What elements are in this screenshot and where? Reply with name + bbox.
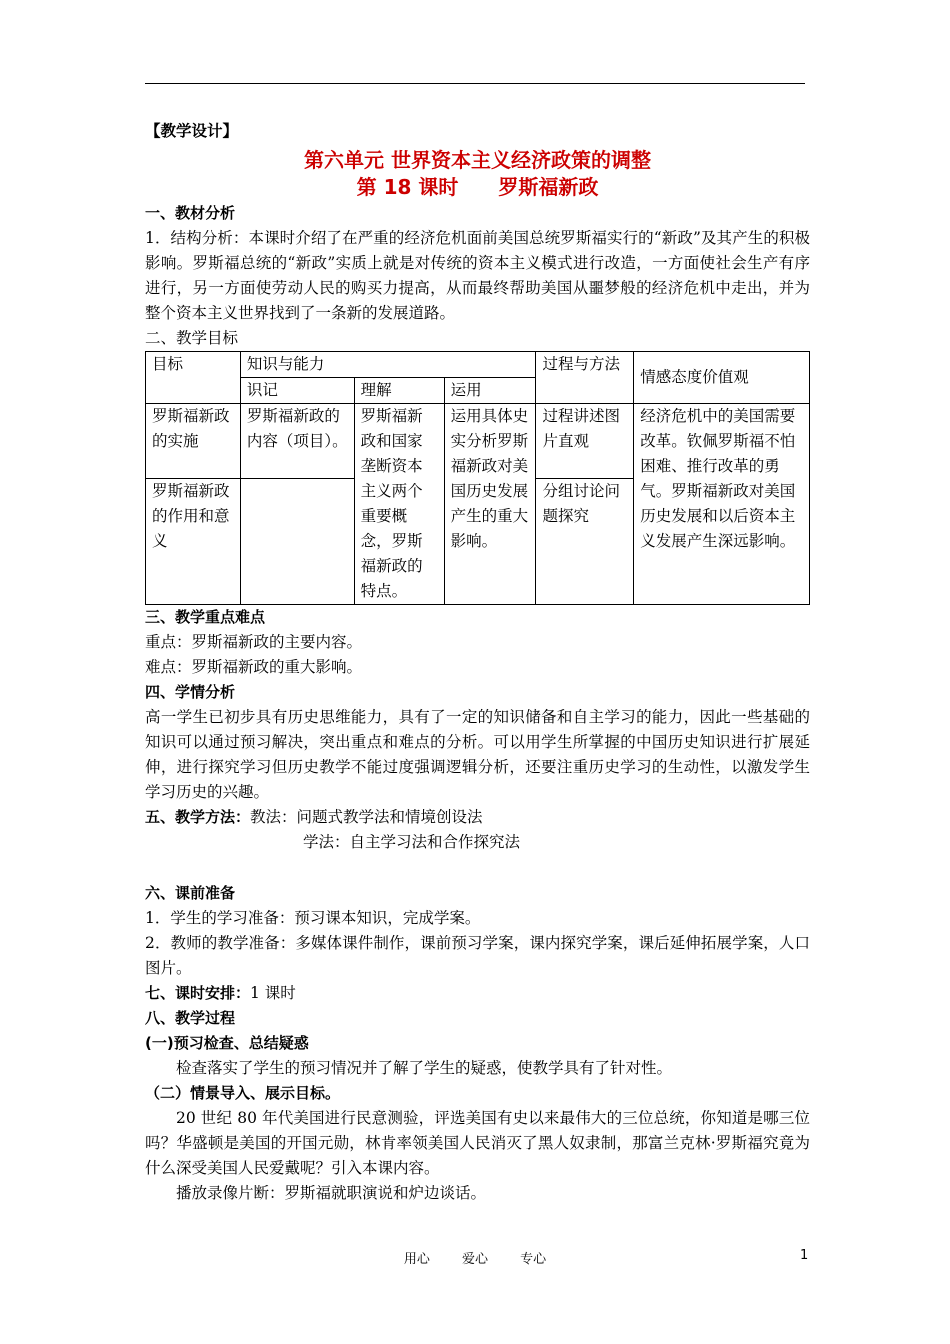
key-point: 重点：罗斯福新政的主要内容。 (145, 633, 363, 651)
cell-r2-process: 分组讨论问题探究 (536, 479, 634, 605)
section-heading-7: 七、课时安排： (145, 984, 251, 1002)
section-heading-1: 一、教材分析 (145, 204, 236, 222)
cell-r1-goal: 罗斯福新政的实施 (146, 404, 241, 479)
th-goal: 目标 (146, 352, 241, 404)
methods-line (145, 805, 810, 830)
section-heading-2: 二、教学目标 (145, 329, 239, 347)
section-heading-5: 五、教学方法： (145, 808, 251, 826)
th-process: 过程与方法 (536, 352, 634, 404)
cell-understand: 罗斯福新政和国家垄断资本主义两个重要概念，罗斯福新政的特点。 (354, 404, 444, 605)
prep-item-1: 1．学生的学习准备：预习课本知识，完成学案。 (145, 909, 481, 927)
prep-item-2: 2．教师的教学准备：多媒体课件制作，课前预习学案，课内探究学案，课后延伸拓展学案，人口图片。 (145, 934, 810, 977)
footer-word-3: 专心 (520, 1252, 547, 1267)
header-tag: 【教学设计】 (145, 121, 239, 140)
th-emotion: 情感态度价值观 (634, 352, 810, 404)
teaching-method: 教法：问题式教学法和情境创设法 (250, 808, 483, 826)
objectives-table (145, 351, 810, 605)
footer-word-2: 爱心 (461, 1252, 488, 1267)
process-step-1-title: (一)预习检查、总结疑惑 (145, 1034, 309, 1052)
unit-title: 第六单元 世界资本主义经济政策的调整 (304, 148, 651, 172)
cell-r1-recall: 罗斯福新政的内容（项目）。 (240, 404, 354, 479)
header-rule (145, 83, 805, 84)
process-step-2-title: （二）情景导入、展示目标。 (145, 1084, 341, 1102)
section-heading-4: 四、学情分析 (145, 683, 236, 701)
th-apply: 运用 (444, 378, 536, 404)
cell-r2-goal: 罗斯福新政的作用和意义 (146, 479, 241, 605)
schedule-value: 1 课时 (250, 984, 296, 1002)
learning-method: 学法：自主学习法和合作探究法 (303, 833, 521, 851)
th-recall: 识记 (240, 378, 354, 404)
schedule-line (145, 981, 810, 1006)
lesson-title: 第 18 课时 罗斯福新政 (356, 175, 599, 199)
process-step-1-text: 检查落实了学生的预习情况并了解了学生的疑惑，使教学具有了针对性。 (176, 1059, 673, 1077)
page-number: 1 (800, 1248, 809, 1263)
document-body (145, 118, 810, 1206)
section-heading-3: 三、教学重点难点 (145, 608, 266, 626)
process-step-2-video: 播放录像片断：罗斯福就职演说和炉边谈话。 (176, 1184, 487, 1202)
cell-r1-process: 过程讲述图片直观 (536, 404, 634, 479)
section-4-text: 高一学生已初步具有历史思维能力，具有了一定的知识储备和自主学习的能力，因此一些基础的知识可以通过预习解决，突出重点和难点的分析。可以用学生所掌握的中国历史知识进行扩展延伸，进行探究学习但历史教学不能过度强调逻辑分析，还要注重历史学习的生动性，以激发学生学习历史的兴趣。 (145, 708, 810, 801)
difficult-point: 难点：罗斯福新政的重大影响。 (145, 658, 363, 676)
cell-r2-recall (240, 479, 354, 605)
process-step-2-text: 20 世纪 80 年代美国进行民意测验，评选美国有史以来最伟大的三位总统，你知道是哪三位吗？华盛顿是美国的开国元勋，林肯率领美国人民消灭了黑人奴隶制，那富兰克林·罗斯福究竟为什么深受美国人民爱戴呢？引入本课内容。 (145, 1109, 810, 1177)
cell-apply: 运用具体史实分析罗斯福新政对美国历史发展产生的重大影响。 (444, 404, 536, 605)
section-heading-6: 六、课前准备 (145, 884, 236, 902)
footer-word-1: 用心 (403, 1252, 430, 1267)
cell-emotion: 经济危机中的美国需要改革。钦佩罗斯福不怕困难、推行改革的勇气。罗斯福新政对美国历史发展和以后资本主义发展产生深远影响。 (634, 404, 810, 605)
th-knowledge: 知识与能力 (240, 352, 536, 378)
section-heading-8: 八、教学过程 (145, 1009, 236, 1027)
th-understand: 理解 (354, 378, 444, 404)
section-1-text: 1．结构分析：本课时介绍了在严重的经济危机面前美国总统罗斯福实行的“新政”及其产生的积极影响。罗斯福总统的“新政”实质上就是对传统的资本主义模式进行改造，一方面使社会生产有序进行，另一方面使劳动人民的购买力提高，从而最终帮助美国从噩梦般的经济危机中走出，并为整个资本主义世界找到了一条新的发展道路。 (145, 229, 810, 322)
